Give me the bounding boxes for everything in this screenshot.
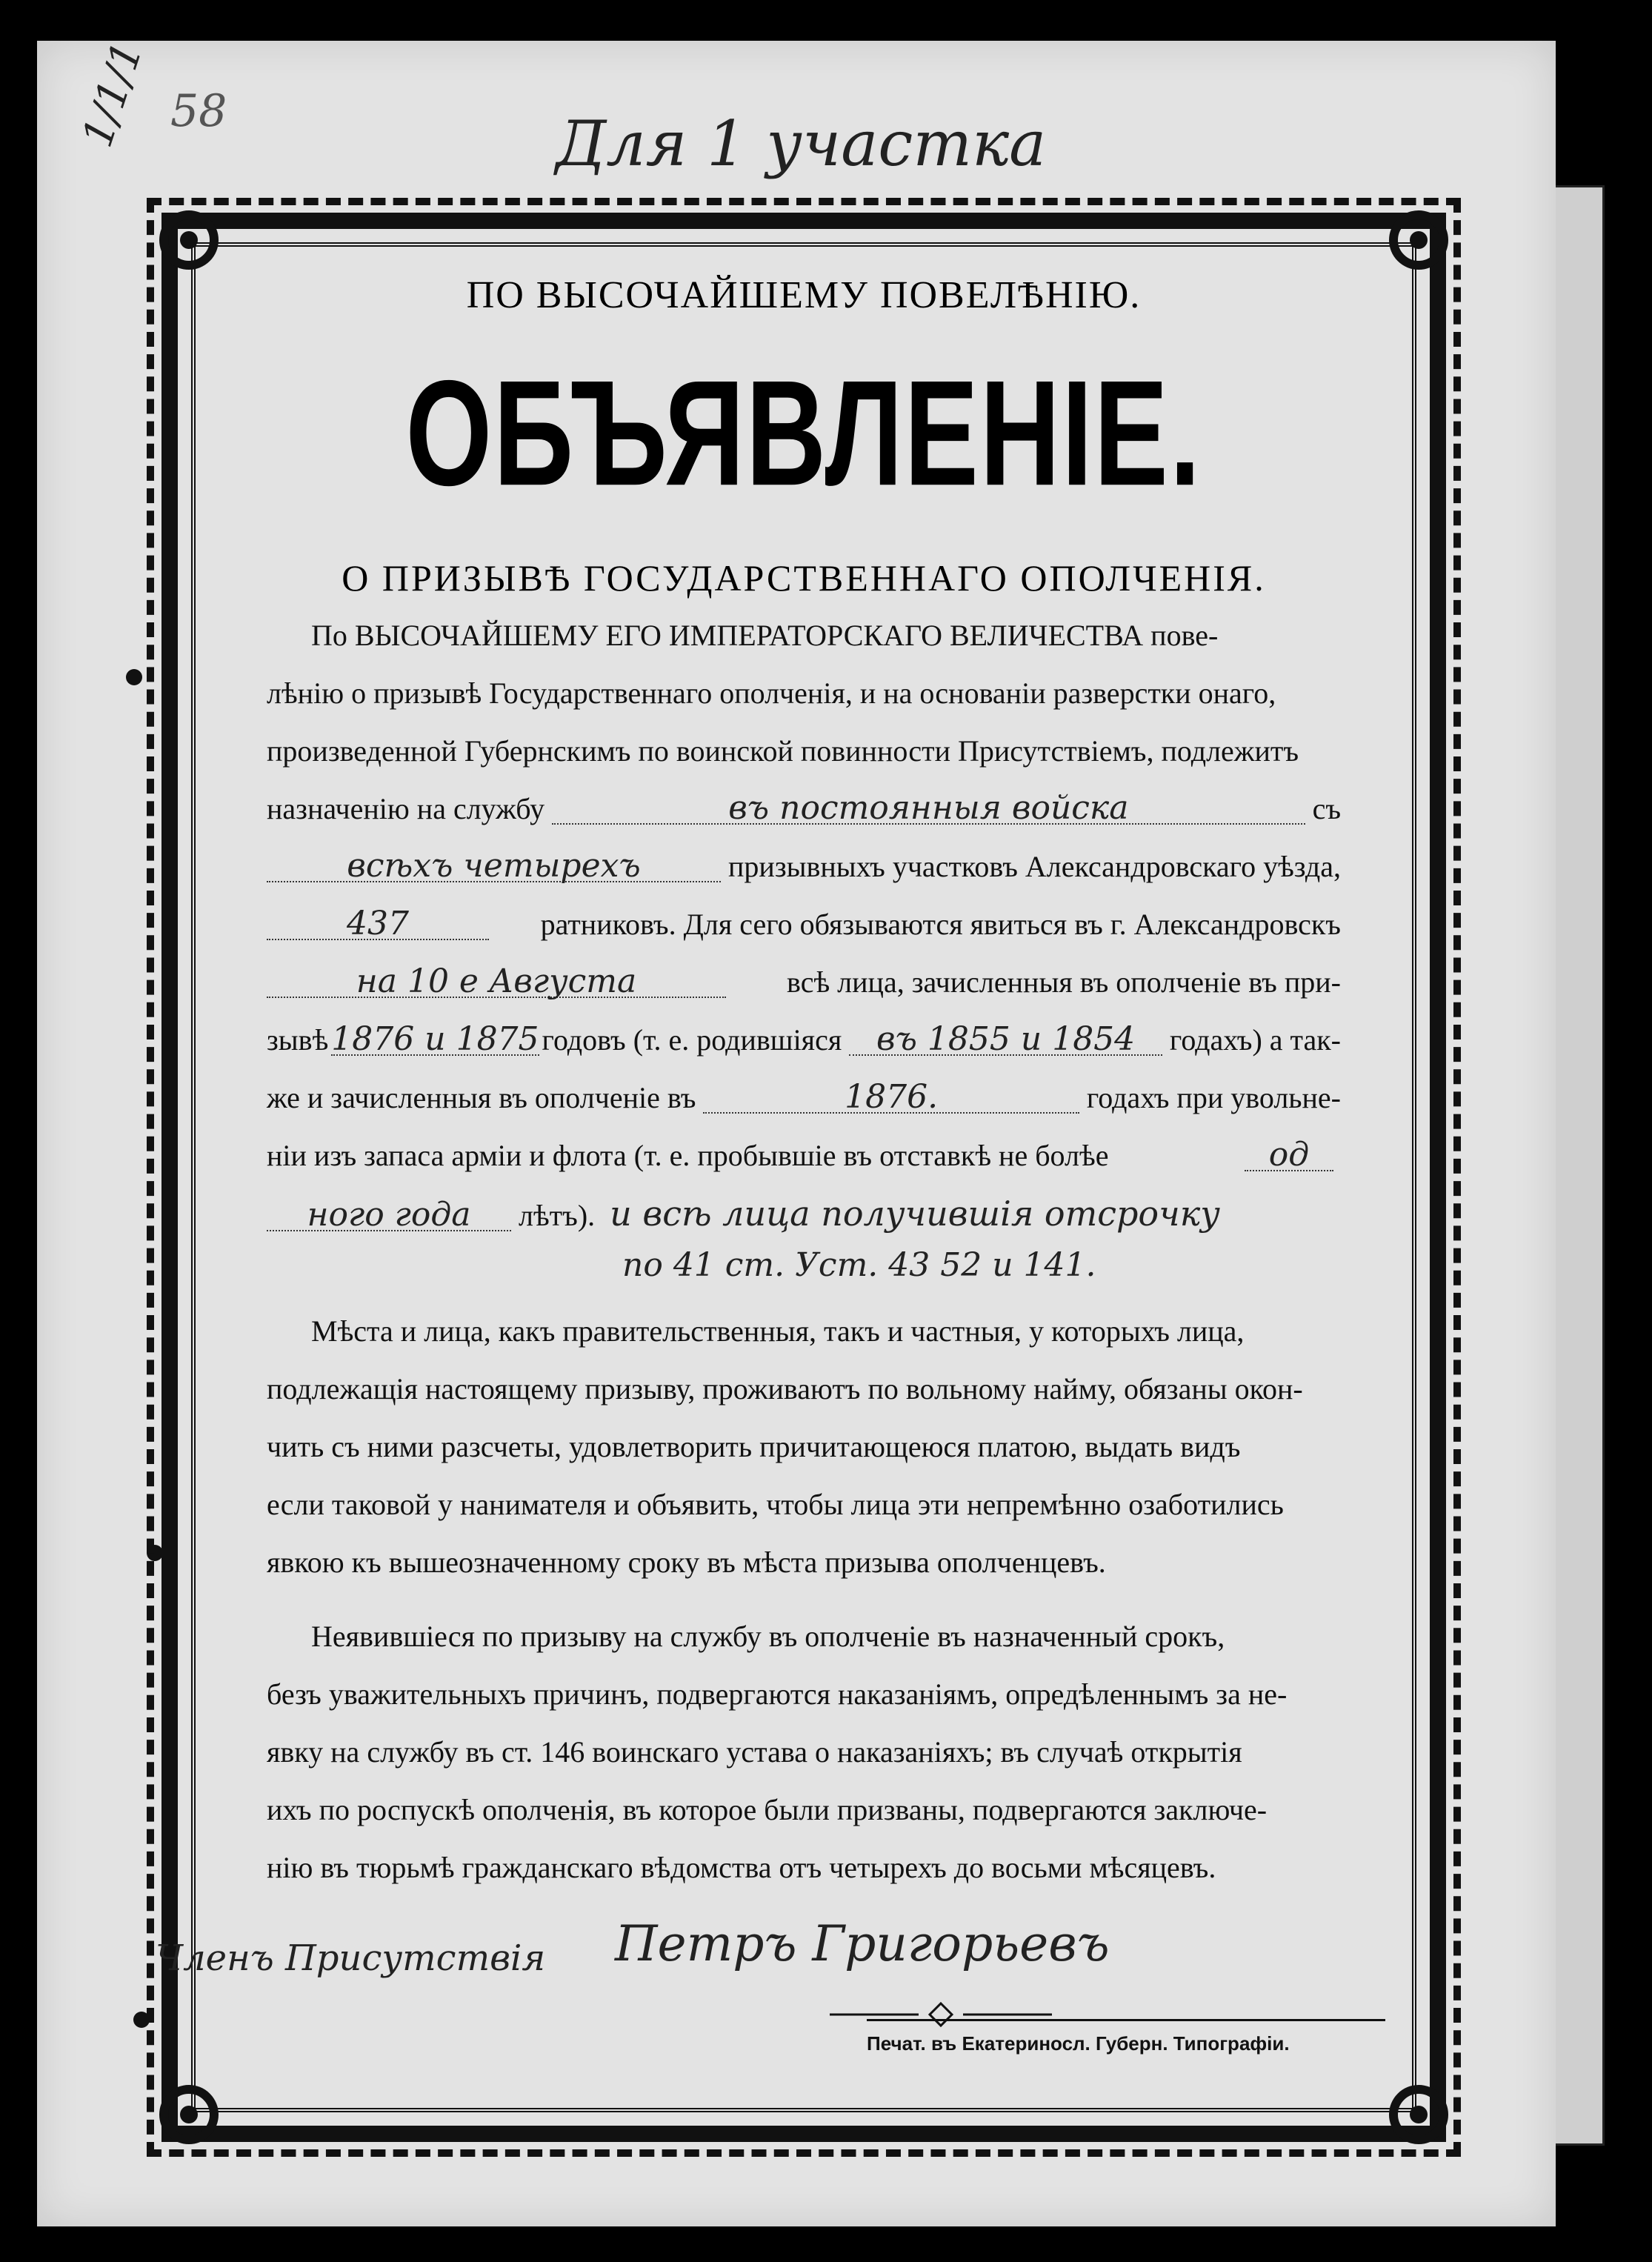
handwritten-count: 437 [267,909,489,940]
printer-imprint: Печат. въ Екатериносл. Губерн. Типографіи. [867,2032,1290,2055]
text-line: нію въ тюрьмѣ гражданскаго вѣдомства отъ четырехъ до восьми мѣсяцевъ. [267,1851,1216,1884]
text-line: 437 ратниковъ. Для сего обязываются явиться въ г. Александровскъ [267,896,1341,954]
punch-hole [126,669,142,685]
handwritten-term-part1: од [1245,1140,1333,1171]
handwritten-districts: всѣхъ четырехъ [267,851,721,882]
text-line: ихъ по роспускѣ ополченія, въ которое были призваны, подвергаются заключе- [267,1793,1268,1826]
handwritten-deferment-note: и всѣ лица получившія отсрочку [610,1194,1220,1234]
text-line: лѣнію о призывѣ Государственнаго ополченія, и на основаніи разверстки онаго, [267,676,1276,710]
handwritten-call-years: 1876 и 1875 [331,1020,539,1058]
text-line: на 10 е Августа всѣ лица, зачисленныя въ ополченіе въ при- [267,954,1341,1011]
top-heading-annotation: Для 1 участка [556,107,1047,180]
signature-name: Петръ Григорьевъ [615,1915,1110,1972]
text-line: явкою къ вышеозначенному сроку въ мѣста призыва ополченцевъ. [267,1546,1106,1579]
text-line: если таковой у нанимателя и объявить, чтобы лица эти непремѣнно озаботились [267,1488,1284,1521]
decree-line: ПО ВЫСОЧАЙШЕМУ ПОВЕЛѢНІЮ. [466,274,1142,316]
text-line: всѣхъ четырехъ призывныхъ участковъ Александровскаго уѣзда, [267,838,1341,896]
text-line: ного года лѣтъ). и всѣ лица получившія отсрочку [267,1185,1341,1245]
signature-rule [867,2019,1385,2021]
text-line: назначенію на службу въ постоянныя войска съ [267,789,1341,827]
text-line: Неявившіеся по призыву на службу въ ополченіе въ назначенный срокъ, [311,1620,1225,1653]
text-line: чить съ ними разсчеты, удовлетворить причитающеюся платою, выдать видъ [267,1430,1241,1463]
handwritten-enlist-year: 1876. [703,1082,1079,1114]
corner-ornament [1385,2081,1452,2148]
text-line: же и зачисленныя въ ополченіе въ 1876. годахъ при увольне- [267,1078,1341,1116]
notice-subtitle: О ПРИЗЫВѢ ГОСУДАРСТВЕННАГО ОПОЛЧЕНІЯ. [342,557,1266,599]
top-left-mark: 58 [170,85,227,137]
handwritten-statute-note: по 41 ст. Уст. 43 52 и 141. [622,1246,1096,1284]
corner-ornament [1385,207,1452,273]
punch-hole [133,2012,150,2028]
text-line: подлежащія настоящему призыву, проживаютъ по вольному найму, обязаны окон- [267,1372,1303,1406]
signature-label: Членъ Присутствія [156,1937,546,1979]
handwritten-service-type: въ постоянныя войска [552,794,1305,825]
corner-ornament [156,207,222,273]
text-line: Мѣста и лица, какъ правительственныя, такъ и частныя, у которыхъ лица, [311,1314,1245,1348]
punch-hole [147,1545,163,1561]
text-line: ніи изъ запаса арміи и флота (т. е. пробывшіе въ отставкѣ не болѣе од [267,1127,1341,1185]
notice-content [267,273,1341,1897]
paragraph-employers [267,1303,1341,1591]
ornamental-border [161,213,1446,2142]
handwritten-term-part2: ного года [267,1200,511,1231]
paragraph-penalties [267,1608,1341,1897]
handwritten-birth-years: въ 1855 и 1854 [849,1025,1162,1056]
text-line: явку на службу въ ст. 146 воинскаго устава о наказаніяхъ; въ случаѣ открытія [267,1735,1242,1769]
handwritten-date: на 10 е Августа [267,967,726,998]
text-line [267,1245,1341,1286]
paragraph-conscription [267,607,1341,1286]
text-line: безъ уважительныхъ причинъ, подвергаются наказаніямъ, опредѣленнымъ за не- [267,1677,1288,1711]
document-sheet [37,36,1556,2226]
text-line: зывѣ 1876 и 1875 годовъ (т. е. родившіяся въ 1855 и 1854 годахъ) а так- [267,1020,1341,1058]
text-line: произведенной Губернскимъ по воинской повинности Присутствіемъ, подлежитъ [267,734,1299,768]
top-number-annotation: 1/1/1 [73,36,153,153]
text-line: По ВЫСОЧАЙШЕМУ ЕГО ИМПЕРАТОРСКАГО ВЕЛИЧЕСТВА пове- [311,619,1219,652]
corner-ornament [156,2081,222,2148]
notice-title: ОБЪЯВЛЕНІЕ. [405,348,1202,517]
